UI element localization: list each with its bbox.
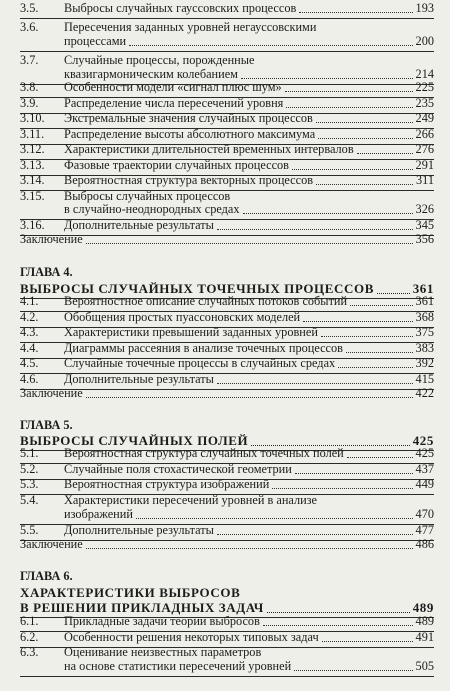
chapter-4-label: ГЛАВА 4. (20, 265, 73, 279)
divider (20, 676, 434, 677)
toc-page: 3.5. Выбросы случайных гауссовских процессов 193 3.6. Пересечения заданных уровней негауссовскими процессами 200 3.7. Случайные процессы, порожденные квазигармоническим колебанием 214 3.8. Особенности модели «сигнал плюс шум» 225 3.9. Распределение числа пересечений уровня 235 3.10. Экстремальные значения случайных процессов 249 3.11. Распределение высоты абсолютного максимума 266 3.12. Характеристики длительностей временных интервалов 276 3.13. Фазовые траектории случайных процессов 291 3.14. Вероятностная структура векторных процессов 311 3.15. Выбросы случайных процессов в случайно-неоднородных средах 326 3.16. Дополнительные результаты 345 Заключение 356 ГЛАВА 4. ВЫБРОСЫ СЛУЧАЙНЫХ ТОЧЕЧНЫХ ПРОЦЕССОВ 361 4.1. Вероятностное описание случайных потоков событий 361 4.2. Обобщения простых пуассоновских моделей 368 4.3. Характеристики превышений заданных уровней 375 4.4. Диаграммы рассеяния в анализе точечных процессов 383 4.5. Случайные точечные процессы в случайных средах 392 4.6. Дополнительные результаты 415 Заключение 422 ГЛАВА 5. ВЫБРОСЫ СЛУЧАЙНЫХ ПОЛЕЙ 425 5.1. Вероятностная структура случайных точечных полей 425 5.2. Случайные поля стохастической геометрии 437 5.3. Вероятностная структура изображений 449 5.4. Характеристики пересечений уровней в анализе изображений 470 5.5. Дополнительные результаты 477 Заключение 486 ГЛАВА 6. ХАРАКТЕРИСТИКИ ВЫБРОСОВ В РЕШЕНИИ ПРИКЛАДНЫХ ЗАДАЧ 489 6.1. Прикладные задачи теории выбросов 489 6.2. Особенности решения некоторых типовых задач 491 6.3. Оценивание неизвестных параметров на основе статистики пересечений уровней 505 (0, 0, 450, 691)
chapter-6-label: ГЛАВА 6. (20, 569, 73, 583)
chapter-4-title[interactable]: ВЫБРОСЫ СЛУЧАЙНЫХ ТОЧЕЧНЫХ ПРОЦЕССОВ 361 (20, 281, 434, 296)
chapter-5-label: ГЛАВА 5. (20, 418, 73, 432)
chapter-5-title[interactable]: ВЫБРОСЫ СЛУЧАЙНЫХ ПОЛЕЙ 425 (20, 433, 434, 448)
chapter-6-title-cont[interactable]: В РЕШЕНИИ ПРИКЛАДНЫХ ЗАДАЧ 489 (20, 600, 434, 615)
divider (20, 51, 434, 52)
divider (20, 18, 434, 19)
chapter-6-title: ХАРАКТЕРИСТИКИ ВЫБРОСОВ (20, 585, 241, 600)
